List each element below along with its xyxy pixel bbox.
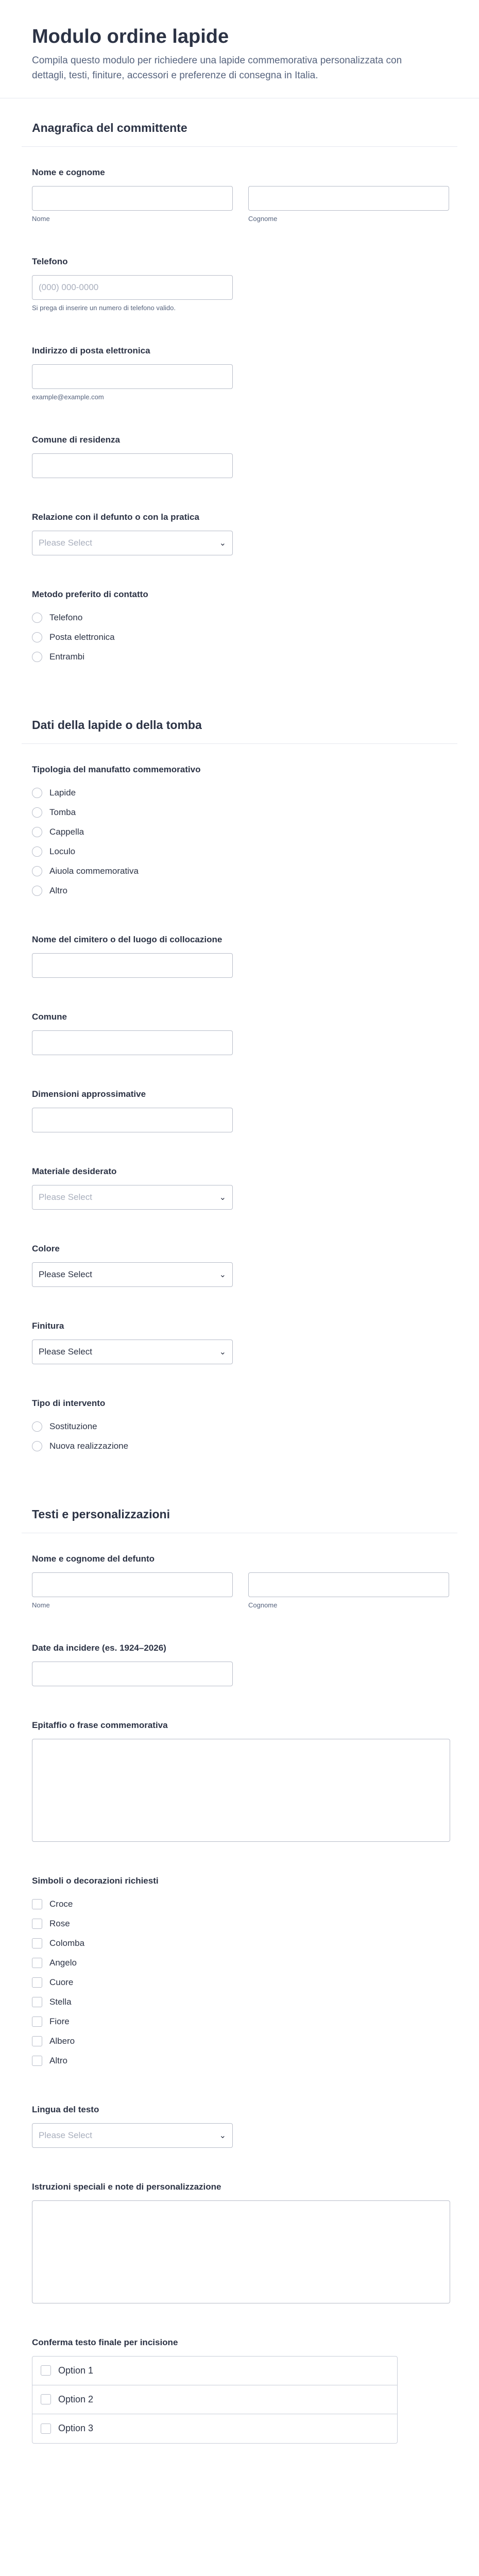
checkbox-option[interactable] (32, 1914, 447, 1934)
dimensions-input[interactable] (32, 1108, 233, 1132)
radio-option[interactable] (32, 803, 447, 822)
blank-space (22, 2472, 457, 2576)
chevron-down-icon: ⌄ (219, 1270, 226, 1279)
radio-icon[interactable] (32, 886, 42, 896)
field-label: Nome del cimitero o del luogo di collocazione (32, 934, 223, 944)
field-label: Tipologia del manufatto commemorativo (32, 764, 201, 774)
checkbox-icon[interactable] (32, 2016, 42, 2027)
radio-icon[interactable] (32, 788, 42, 798)
section-title: Anagrafica del committente (32, 121, 187, 134)
section-committente (0, 98, 479, 677)
checkbox-icon[interactable] (32, 1899, 42, 1909)
checkbox-option[interactable] (32, 1992, 447, 2012)
field-relation (22, 507, 457, 566)
chevron-down-icon: ⌄ (219, 538, 226, 548)
option-label: Aiuola commemorativa (49, 866, 139, 876)
email-help: example@example.com (32, 393, 104, 401)
field-dates (22, 1638, 457, 1697)
radio-icon[interactable] (32, 807, 42, 818)
radio-option[interactable] (32, 842, 447, 861)
field-label: Epitaffio o frase commemorativa (32, 1720, 168, 1730)
option-label: Option 3 (58, 2423, 94, 2434)
language-select[interactable] (32, 2123, 233, 2148)
checkbox-option[interactable] (32, 1894, 447, 1914)
option-label: Croce (49, 1899, 73, 1909)
checkbox-option[interactable] (32, 2051, 447, 2071)
field-material (22, 1161, 457, 1220)
deceased-first-name-input[interactable] (32, 1572, 233, 1597)
radio-option[interactable] (32, 1417, 447, 1436)
color-select[interactable] (32, 1262, 233, 1287)
radio-option[interactable] (32, 822, 447, 842)
checkbox-option[interactable] (32, 1953, 447, 1973)
checkbox-icon[interactable] (32, 1919, 42, 1929)
checkbox-icon[interactable] (41, 2394, 51, 2404)
first-name-sublabel: Nome (32, 214, 50, 223)
radio-option[interactable] (32, 628, 447, 647)
section-header (22, 98, 457, 147)
phone-help: Si prega di inserire un numero di telefono valido. (32, 303, 176, 312)
checkbox-option[interactable] (32, 1973, 447, 1992)
last-name-input[interactable] (248, 186, 449, 211)
option-label: Tomba (49, 807, 76, 817)
radio-icon[interactable] (32, 846, 42, 857)
option-label: Telefono (49, 612, 83, 622)
field-label: Tipo di intervento (32, 1398, 106, 1408)
checkbox-option[interactable] (32, 2012, 447, 2031)
field-label: Nome e cognome (32, 167, 105, 177)
first-name-input[interactable] (32, 186, 233, 211)
radio-option[interactable] (32, 783, 447, 803)
option-label: Albero (49, 2036, 75, 2046)
checkbox-icon[interactable] (32, 1977, 42, 1988)
last-name-sublabel: Cognome (248, 214, 278, 223)
checkbox-icon[interactable] (41, 2424, 51, 2434)
field-label: Conferma testo finale per incisione (32, 2337, 178, 2347)
option-label: Entrambi (49, 651, 85, 662)
select-value: Please Select (39, 1346, 92, 1357)
field-label: Istruzioni speciali e note di personalizzazione (32, 2181, 221, 2192)
radio-icon[interactable] (32, 1421, 42, 1432)
option-label: Angelo (49, 1957, 77, 1968)
field-label: Nome e cognome del defunto (32, 1553, 155, 1564)
option-label: Altro (49, 885, 67, 895)
field-label: Materiale desiderato (32, 1166, 117, 1176)
phone-input[interactable]: (000) 000-0000 (32, 275, 233, 300)
field-cemetery (22, 929, 457, 988)
field-work-type (22, 1393, 457, 1466)
field-town (22, 1007, 457, 1065)
select-value: Please Select (39, 2130, 92, 2140)
epitaph-textarea[interactable] (32, 1739, 450, 1842)
option-label: Option 1 (58, 2365, 94, 2376)
material-select[interactable] (32, 1185, 233, 1210)
finish-select[interactable] (32, 1340, 233, 1364)
field-label: Comune (32, 1011, 67, 1022)
checkbox-icon[interactable] (32, 1938, 42, 1948)
email-input[interactable] (32, 364, 233, 389)
section-header (22, 696, 457, 744)
field-label: Indirizzo di posta elettronica (32, 345, 150, 355)
radio-option[interactable] (32, 608, 447, 628)
last-name-sublabel: Cognome (248, 1601, 278, 1609)
radio-option[interactable] (32, 1436, 447, 1456)
field-deceased-name (22, 1549, 457, 1619)
option-label: Sostituzione (49, 1421, 97, 1431)
instructions-textarea[interactable] (32, 2200, 450, 2303)
field-epitaph (22, 1715, 457, 1852)
radio-icon[interactable] (32, 866, 42, 876)
form-subtitle: Compila questo modulo per richiedere una lapide commemorativa personalizzata con dettagli, testi, finiture, accessori e preferenze di consegna in Italia. (32, 55, 402, 81)
field-label: Lingua del testo (32, 2104, 99, 2114)
select-value: Please Select (39, 1192, 92, 1202)
deceased-last-name-input[interactable] (248, 1572, 449, 1597)
field-label: Colore (32, 1243, 60, 1253)
option-label: Altro (49, 2055, 67, 2065)
checkbox-option[interactable] (32, 1934, 447, 1953)
option-label: Option 2 (58, 2394, 94, 2404)
field-label: Date da incidere (es. 1924–2026) (32, 1642, 166, 1653)
field-city (22, 430, 457, 488)
field-contact-method (22, 584, 457, 677)
checkbox-option[interactable] (32, 2414, 397, 2443)
town-input[interactable] (32, 1030, 233, 1055)
section-header (22, 1485, 457, 1533)
option-label: Lapide (49, 787, 76, 798)
option-label: Stella (49, 1996, 72, 2007)
cemetery-input[interactable] (32, 953, 233, 978)
field-label: Comune di residenza (32, 434, 120, 445)
radio-option[interactable] (32, 647, 447, 667)
checkbox-icon[interactable] (41, 2365, 51, 2376)
option-label: Cappella (49, 826, 84, 837)
option-label: Colomba (49, 1938, 85, 1948)
section-title: Dati della lapide o della tomba (32, 718, 202, 732)
option-label: Nuova realizzazione (49, 1440, 129, 1451)
field-label: Dimensioni approssimative (32, 1089, 146, 1099)
field-label: Telefono (32, 256, 68, 266)
field-instructions (22, 2177, 457, 2314)
chevron-down-icon: ⌄ (219, 2131, 226, 2140)
checkbox-icon[interactable] (32, 2036, 42, 2046)
field-email (22, 341, 457, 411)
chevron-down-icon: ⌄ (219, 1347, 226, 1357)
select-value: Please Select (39, 1269, 92, 1279)
radio-option[interactable] (32, 861, 447, 881)
field-phone (22, 251, 457, 322)
form-title: Modulo ordine lapide (32, 26, 229, 47)
option-label: Posta elettronica (49, 632, 115, 642)
field-type (22, 759, 457, 911)
option-label: Rose (49, 1918, 70, 1928)
radio-icon[interactable] (32, 652, 42, 662)
field-color (22, 1239, 457, 1297)
dates-input[interactable] (32, 1662, 233, 1686)
field-label: Relazione con il defunto o con la pratica (32, 512, 199, 522)
option-label: Cuore (49, 1977, 74, 1987)
checkbox-option[interactable] (32, 2357, 397, 2385)
checkbox-option[interactable] (32, 2385, 397, 2414)
form-header (0, 0, 479, 98)
field-label: Simboli o decorazioni richiesti (32, 1875, 159, 1886)
field-confirm-text (22, 2332, 457, 2454)
select-value: Please Select (39, 537, 92, 548)
option-label: Loculo (49, 846, 76, 856)
radio-icon[interactable] (32, 613, 42, 623)
field-label: Finitura (32, 1320, 64, 1331)
section-testi (0, 1485, 479, 2576)
radio-icon[interactable] (32, 632, 42, 642)
field-language (22, 2099, 457, 2158)
radio-icon[interactable] (32, 827, 42, 837)
confirm-option-list (32, 2356, 398, 2444)
chevron-down-icon: ⌄ (219, 1193, 226, 1202)
field-symbols (22, 1871, 457, 2081)
radio-icon[interactable] (32, 1441, 42, 1451)
field-full-name (22, 162, 457, 233)
field-finish (22, 1316, 457, 1375)
section-lapide (0, 696, 479, 1466)
radio-option[interactable] (32, 881, 447, 901)
first-name-sublabel: Nome (32, 1601, 50, 1609)
checkbox-option[interactable] (32, 2031, 447, 2051)
option-label: Fiore (49, 2016, 70, 2026)
field-dimensions (22, 1084, 457, 1143)
checkbox-icon[interactable] (32, 1958, 42, 1968)
relation-select[interactable] (32, 531, 233, 555)
city-input[interactable] (32, 453, 233, 478)
section-title: Testi e personalizzazioni (32, 1507, 170, 1521)
checkbox-icon[interactable] (32, 2056, 42, 2066)
checkbox-icon[interactable] (32, 1997, 42, 2007)
field-label: Metodo preferito di contatto (32, 589, 148, 599)
